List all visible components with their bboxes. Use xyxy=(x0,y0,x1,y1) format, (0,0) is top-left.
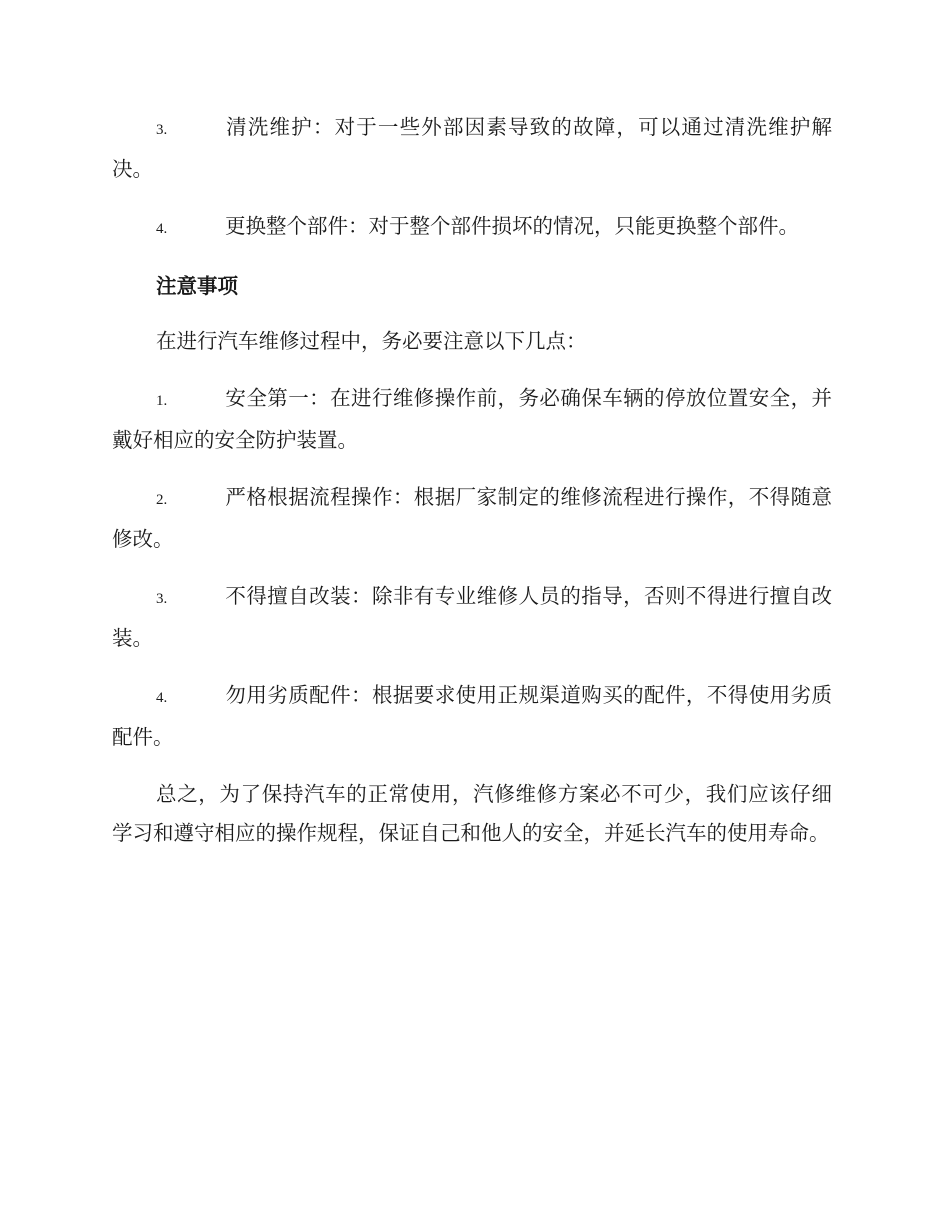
list-item xyxy=(112,108,832,189)
list-number: 4. xyxy=(156,221,168,237)
list-text: 安全第一：在进行维修操作前，务必确保车辆的停放位置安全，并戴好相应的安全防护装置。 xyxy=(112,386,832,452)
list-text: 更换整个部件：对于整个部件损坏的情况，只能更换整个部件。 xyxy=(225,214,799,238)
list-text: 勿用劣质配件：根据要求使用正规渠道购买的配件，不得使用劣质配件。 xyxy=(112,683,832,749)
list-item xyxy=(112,676,832,757)
list-item xyxy=(112,478,832,559)
list-text: 清洗维护：对于一些外部因素导致的故障，可以通过清洗维护解决。 xyxy=(112,115,832,181)
list-number: 3. xyxy=(156,122,168,138)
list-text: 严格根据流程操作：根据厂家制定的维修流程进行操作，不得随意修改。 xyxy=(112,485,832,551)
list-number: 4. xyxy=(156,690,168,706)
list-item xyxy=(112,577,832,658)
list-number: 3. xyxy=(156,591,168,607)
list-item xyxy=(112,379,832,460)
list-number: 1. xyxy=(156,393,168,409)
section-heading: 注意事项 xyxy=(156,274,238,298)
list-item xyxy=(112,207,832,249)
document-body xyxy=(112,108,832,871)
list-text: 不得擅自改装：除非有专业维修人员的指导，否则不得进行擅自改装。 xyxy=(112,584,832,650)
intro-paragraph: 在进行汽车维修过程中，务必要注意以下几点： xyxy=(156,329,587,353)
conclusion-paragraph: 总之，为了保持汽车的正常使用，汽修维修方案必不可少，我们应该仔细学习和遵守相应的操作规程，保证自己和他人的安全，并延长汽车的使用寿命。 xyxy=(112,782,832,845)
list-number: 2. xyxy=(156,492,168,508)
